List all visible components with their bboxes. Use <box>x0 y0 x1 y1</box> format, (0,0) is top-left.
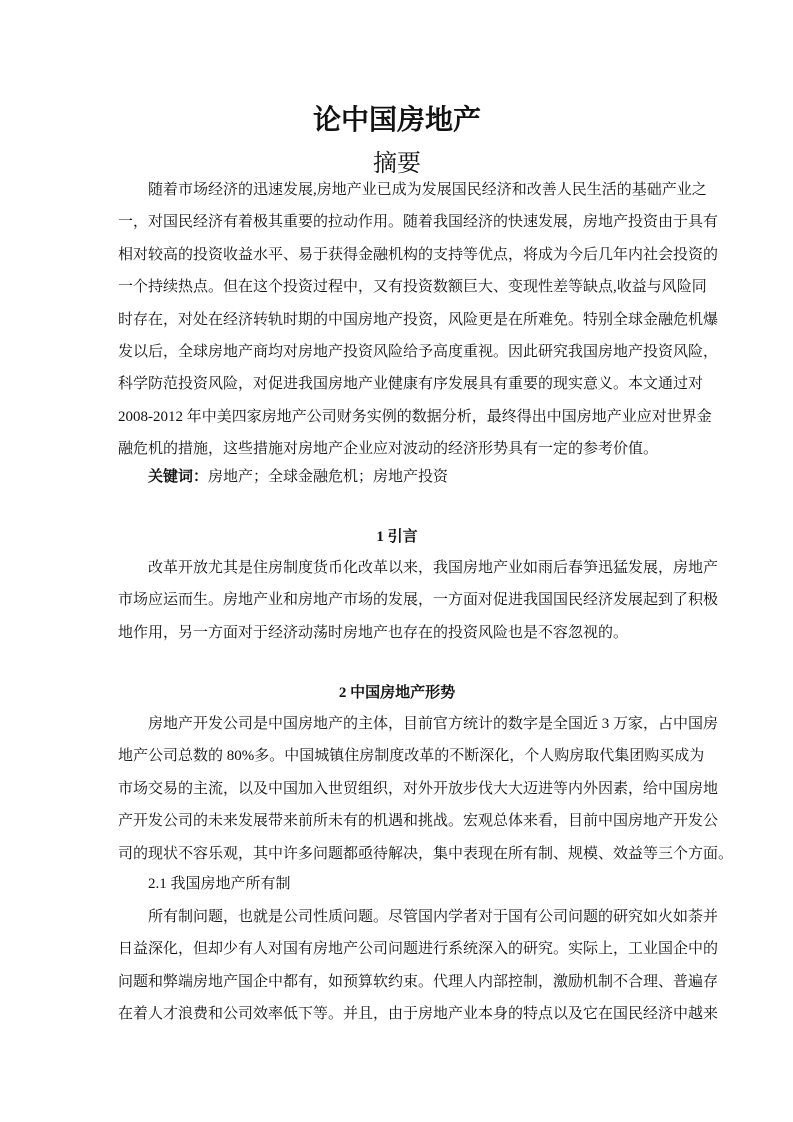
text-line: 发以后，全球房地产商均对房地产投资风险给予高度重视。因此研究我国房地产投资风险， <box>118 343 719 360</box>
text-line: 市场交易的主流，以及中国加入世贸组织，对外开放步伐大大迈进等内外因素，给中国房地 <box>118 780 719 797</box>
keywords-label: 关键词： <box>148 469 209 485</box>
section-2-heading: 2 中国房地产形势 <box>338 685 456 701</box>
text-line: 市场应运而生。房地产业和房地产市场的发展，一方面对促进我国国民经济发展起到了积极 <box>118 592 719 609</box>
text-line: 科学防范投资风险，对促进我国房地产业健康有序发展具有重要的现实意义。本文通过对 <box>118 376 704 393</box>
text-line: 在着人才浪费和公司效率低下等。并且，由于房地产业本身的特点以及它在国民经济中越来 <box>118 1006 719 1023</box>
abstract-heading: 摘要 <box>373 149 421 177</box>
section-2-paragraph <box>118 708 734 870</box>
text-line: 时存在，对处在经济转轨时期的中国房地产投资，风险更是在所难免。特别全球金融危机爆 <box>118 311 719 328</box>
text-line: 日益深化，但却少有人对国有房地产公司问题进行系统深入的研究。实际上，工业国企中的 <box>118 941 719 958</box>
document-title: 论中国房地产 <box>312 103 481 136</box>
text-line: 一个持续热点。但在这个投资过程中，又有投资数额巨大、变现性差等缺点,收益与风险同 <box>118 279 707 296</box>
text-line: 地作用，另一方面对于经济动荡时房地产也存在的投资风险也是不容忽视的。 <box>118 624 629 641</box>
text-line: 一，对国民经济有着极其重要的拉动作用。随着我国经济的快速发展，房地产投资由于具有 <box>118 214 719 231</box>
text-line: 2008-2012 年中美四家房地产公司财务实例的数据分析，最终得出中国房地产业应对世界金 <box>118 408 712 425</box>
text-line: 产开发公司的未来发展带来前所未有的机遇和挑战。宏观总体来看，目前中国房地产开发公 <box>118 813 719 830</box>
section-1-paragraph <box>118 552 719 649</box>
keywords-text: 房地产；全球金融危机；房地产投资 <box>208 469 449 485</box>
text-line: 房地产开发公司是中国房地产的主体，目前官方统计的数字是全国近 3 万家，占中国房 <box>148 716 719 732</box>
text-line: 融危机的措施，这些措施对房地产企业应对波动的经济形势具有一定的参考价值。 <box>118 441 659 458</box>
text-line: 问题和弊端房地产国企中都有，如预算软约束。代理人内部控制，激励机制不合理、普遍存 <box>118 973 719 990</box>
section-2-1-paragraph <box>118 901 719 1031</box>
section-1-heading: 1 引言 <box>376 529 418 545</box>
text-line: 随着市场经济的迅速发展,房地产业已成为发展国民经济和改善人民生活的基础产业之 <box>148 182 707 198</box>
keywords-line <box>118 461 706 493</box>
text-line: 所有制问题，也就是公司性质问题。尽管国内学者对于国有公司问题的研究如火如荼并 <box>148 909 719 925</box>
text-line: 相对较高的投资收益水平、易于获得金融机构的支持等优点，将成为今后几年内社会投资的 <box>118 246 719 263</box>
abstract-paragraph <box>118 174 719 466</box>
section-2-1-heading: 2.1 我国房地产所有制 <box>148 876 291 892</box>
text-line: 司的现状不容乐观，其中许多问题都亟待解决，集中表现在所有制、规模、效益等三个方面。 <box>118 845 734 862</box>
text-line: 改革开放尤其是住房制度货币化改革以来，我国房地产业如雨后春笋迅猛发展，房地产 <box>148 560 719 576</box>
text-line: 地产公司总数的 80%多。中国城镇住房制度改革的不断深化，个人购房取代集团购买成为 <box>118 748 705 765</box>
